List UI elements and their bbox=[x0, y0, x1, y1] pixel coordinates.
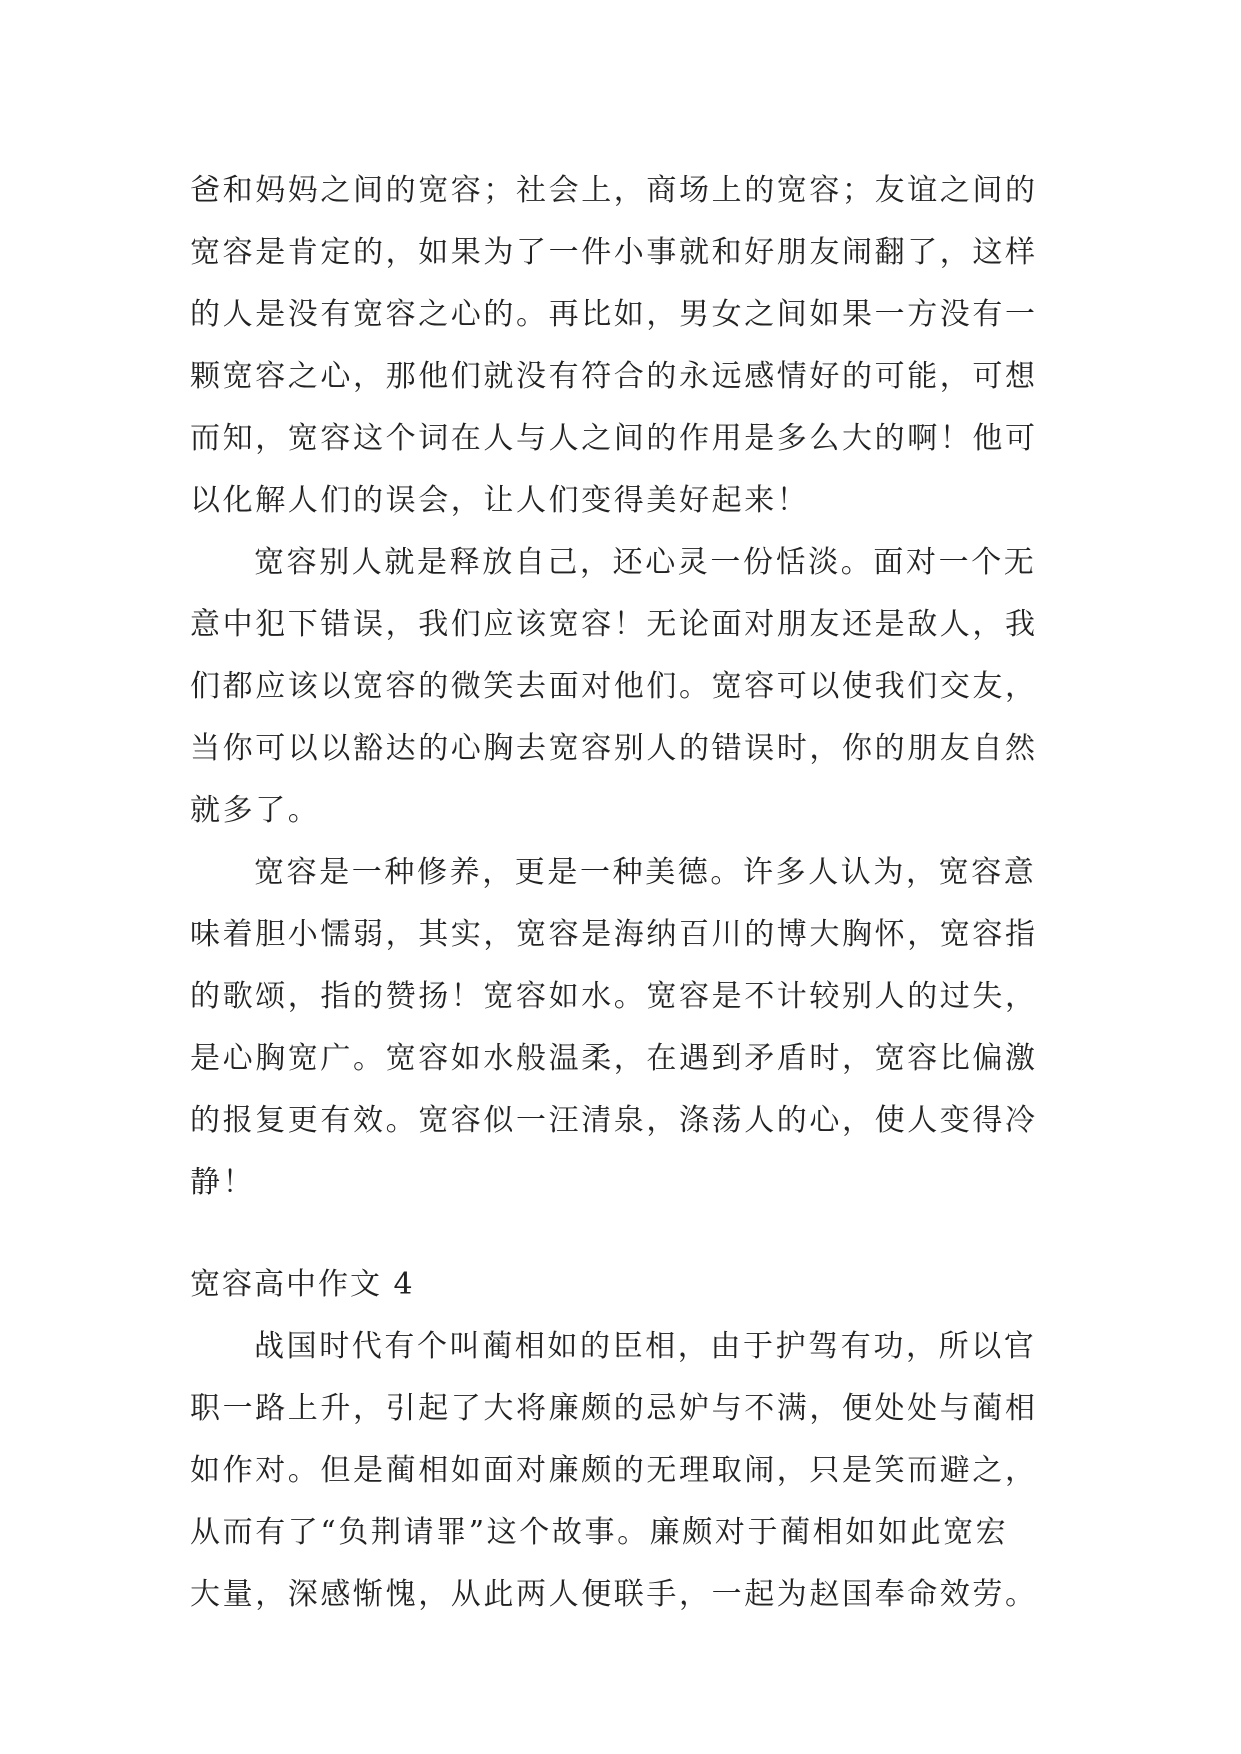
text-line: 爸和妈妈之间的宽容；社会上，商场上的宽容；友谊之间的 bbox=[190, 173, 1038, 208]
text-line: 宽容别人就是释放自己，还心灵一份恬淡。面对一个无 bbox=[254, 545, 1037, 580]
text-line: 战国时代有个叫蔺相如的臣相，由于护驾有功，所以官 bbox=[254, 1329, 1037, 1364]
text-line: 从而有了“负荆请罪”这个故事。廉颇对于蔺相如如此宽宏 bbox=[190, 1515, 1009, 1550]
text-line: 们都应该以宽容的微笑去面对他们。宽容可以使我们交友， bbox=[190, 669, 1038, 704]
text-line: 以化解人们的误会，让人们变得美好起来！ bbox=[190, 483, 810, 518]
paragraph-2 bbox=[190, 532, 1070, 842]
paragraph-3 bbox=[190, 842, 1070, 1214]
text-line: 职一路上升，引起了大将廉颇的忌妒与不满，便处处与蔺相 bbox=[190, 1391, 1038, 1426]
section-title: 宽容高中作文 4 bbox=[190, 1267, 415, 1302]
text-line: 味着胆小懦弱，其实，宽容是海纳百川的博大胸怀，宽容指 bbox=[190, 917, 1038, 952]
paragraph-1 bbox=[190, 160, 1070, 532]
text-line: 宽容是一种修养，更是一种美德。许多人认为，宽容意 bbox=[254, 855, 1037, 890]
paragraph-4 bbox=[190, 1316, 1070, 1626]
text-line: 而知，宽容这个词在人与人之间的作用是多么大的啊！他可 bbox=[190, 421, 1038, 456]
text-line: 的报复更有效。宽容似一汪清泉，涤荡人的心，使人变得冷 bbox=[190, 1103, 1038, 1138]
text-line: 的人是没有宽容之心的。再比如，男女之间如果一方没有一 bbox=[190, 297, 1038, 332]
document-page bbox=[190, 160, 1070, 1626]
text-line: 颗宽容之心，那他们就没有符合的永远感情好的可能，可想 bbox=[190, 359, 1038, 394]
text-line: 静！ bbox=[190, 1165, 256, 1200]
text-line: 如作对。但是蔺相如面对廉颇的无理取闹，只是笑而避之， bbox=[190, 1453, 1038, 1488]
text-line: 是心胸宽广。宽容如水般温柔，在遇到矛盾时，宽容比偏激 bbox=[190, 1041, 1038, 1076]
text-line: 宽容是肯定的，如果为了一件小事就和好朋友闹翻了，这样 bbox=[190, 235, 1038, 270]
text-line: 大量，深感惭愧，从此两人便联手，一起为赵国奉命效劳。 bbox=[190, 1577, 1038, 1612]
text-line: 的歌颂，指的赞扬！宽容如水。宽容是不计较别人的过失， bbox=[190, 979, 1038, 1014]
text-line: 就多了。 bbox=[190, 793, 321, 828]
text-line: 当你可以以豁达的心胸去宽容别人的错误时，你的朋友自然 bbox=[190, 731, 1038, 766]
text-line: 意中犯下错误，我们应该宽容！无论面对朋友还是敌人，我 bbox=[190, 607, 1038, 642]
